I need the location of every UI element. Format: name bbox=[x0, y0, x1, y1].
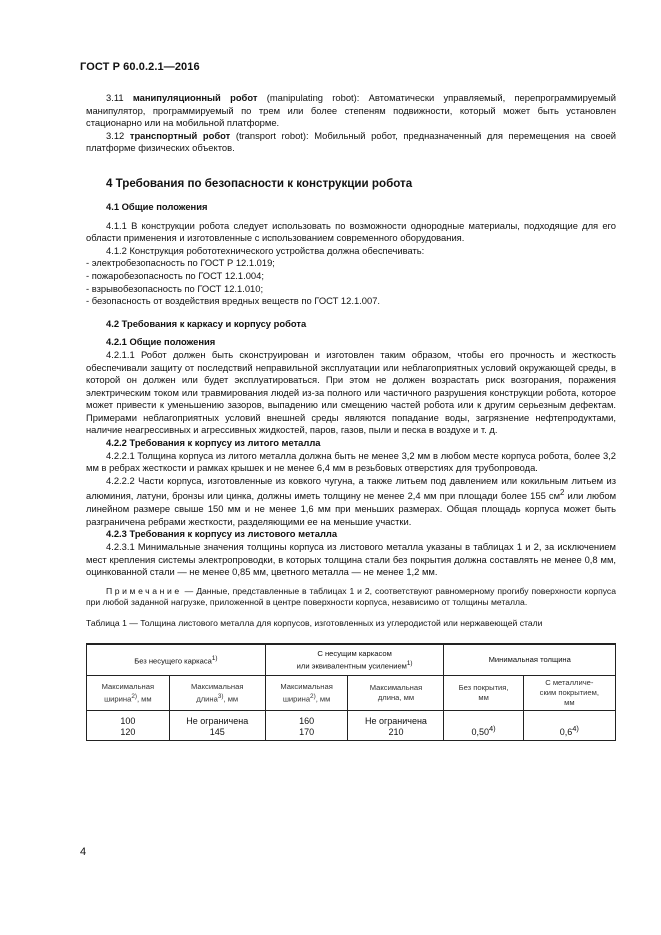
table-cell: Не ограничена 145 bbox=[169, 710, 265, 740]
section-4-2-1-title: 4.2.1 Общие положения bbox=[106, 336, 216, 348]
definition-number: 3.11 bbox=[106, 92, 124, 103]
column-group-header: С несущим каркасом или эквивалентным усилением$^{1)}$ bbox=[265, 644, 444, 676]
section-4-title: 4 Требования по безопасности к конструкции робота bbox=[106, 176, 413, 190]
definition-text: (manipulating robot): Автоматически управляемый, перепрограммируемый манипулятор, программируемый по трем или более степеням подвижности, который может быть установлен стационарно или на мобильной платформе. bbox=[86, 92, 616, 129]
list-item: - безопасность от воздействия вредных веществ по ГОСТ 12.1.007. bbox=[86, 295, 381, 307]
section-4-1-title: 4.1 Общие положения bbox=[106, 200, 208, 212]
note bbox=[86, 586, 616, 609]
paragraph-4-1-1: 4.1.1 В конструкции робота следует использовать по возможности однородные материалы, подходящие для его области применения и изготовленные с использованием современного оборудования. bbox=[86, 219, 616, 244]
paragraph-4-1-2: 4.1.2 Конструкция робототехнического устройства должна обеспечивать: bbox=[106, 244, 425, 256]
page-number: 4 bbox=[80, 846, 87, 858]
table-cell: 100 120 bbox=[87, 710, 170, 740]
list-item: - взрывобезопасность по ГОСТ 12.1.010; bbox=[86, 282, 264, 294]
note-text: — Данные, представленные в таблицах 1 и 2, соответствуют равномерному прогибу поверхности корпуса при любой заданной нагрузке, приложенной в центре поверхности корпуса, независимо от толщины металла. bbox=[86, 585, 616, 608]
definition-3-11 bbox=[86, 92, 616, 130]
column-header: Максимальная длина, мм bbox=[348, 675, 444, 710]
column-header: Максимальная ширина$^{2)}$, мм bbox=[87, 675, 170, 710]
list-item: - электробезопасность по ГОСТ Р 12.1.019; bbox=[86, 257, 275, 269]
definition-term: манипуляционный робот bbox=[132, 92, 258, 103]
paragraph-4-2-1-1: 4.2.1.1 Робот должен быть сконструирован и изготовлен таким образом, чтобы его прочность и жесткость обеспечивали защиту от последствий неправильной эксплуатации или неблагоприятных условий окружающей среды, в которой он должен или будет эксплуатироваться. При этом не должен возрастать риск возгорания, поражения электрическим током или травмирования людей из-за полного или частичного разрушения конструкции робота, которое может привести к уменьшению зазоров, выпадению или смещению частей робота или к другим серьезным дефектам. Примерами неблагоприятных условий внешней среды являются попадание воды, загрязнение нефтепродуктами, наличие неагрессивных и агрессивных жидкостей, паров, газов, пыли и песка в воздухе и т. д. bbox=[86, 348, 616, 436]
column-header: Максимальная длина$^{3)}$, мм bbox=[169, 675, 265, 710]
table-cell: Не ограничена 210 bbox=[348, 710, 444, 740]
column-header: Максимальная ширина$^{2)}$, мм bbox=[265, 675, 348, 710]
requirements-list bbox=[86, 257, 616, 307]
section-4-2-title: 4.2 Требования к каркасу и корпусу робота bbox=[106, 317, 307, 329]
paragraph-text: или любом линейном размере свыше 150 мм и не менее 1,6 мм при меньших размерах. Общая площадь корпуса может быть разграничена ребрами жесткости, разделяющими ее на меньшие участки. bbox=[86, 490, 617, 527]
paragraph-4-2-2-2 bbox=[86, 475, 616, 529]
section-4-2-3-title: 4.2.3 Требования к корпусу из листового металла bbox=[106, 528, 338, 540]
definition-text: (transport robot): Мобильный робот, предназначенный для перемещения на своей платформе физических объектов. bbox=[86, 129, 617, 154]
column-header: Без покрытия, мм bbox=[444, 675, 523, 710]
table-caption: Таблица 1 — Толщина листового металла для корпусов, изготовленных из углеродистой или нержавеющей стали bbox=[86, 617, 543, 628]
section-4-2-2-title: 4.2.2 Требования к корпусу из литого металла bbox=[106, 437, 321, 449]
document-header: ГОСТ Р 60.0.2.1—2016 bbox=[80, 61, 200, 73]
paragraph-4-2-2-1: 4.2.2.1 Толщина корпуса из литого металла должна быть не менее 3,2 мм в любом месте корпуса робота, более 3,2 мм в ребрах жесткости и рамках крышек и не менее 6,4 мм в резьбовых отверстиях для трубопровода. bbox=[86, 449, 616, 474]
thickness-table bbox=[86, 643, 616, 741]
paragraph-text: 4.2.2.2 Части корпуса, изготовленные из ковкого чугуна, а также литьем под давлением или кокильным литьем из алюминия, латуни, бронзы или цинка, должны иметь толщину не менее 2,4 мм при площади более 155 см bbox=[86, 474, 616, 502]
definition-term: транспортный робот bbox=[129, 129, 231, 141]
column-group-header: Минимальная толщина bbox=[444, 644, 616, 676]
definition-number: 3.12 bbox=[106, 129, 125, 141]
table-cell: 0,50$^{4)}$ bbox=[444, 710, 523, 740]
note-label: Примечание bbox=[106, 585, 182, 596]
table-row bbox=[87, 710, 616, 740]
page-content bbox=[86, 92, 616, 741]
superscript: 2 bbox=[560, 488, 565, 498]
list-item: - пожаробезопасность по ГОСТ 12.1.004; bbox=[86, 269, 264, 281]
column-header: С металличе- ским покрытием, мм bbox=[523, 675, 615, 710]
paragraph-4-2-3-1: 4.2.3.1 Минимальные значения толщины корпуса из листового металла указаны в таблицах 1 и 2, за исключением мест крепления системы электропроводки, в которых толщина стали без покрытия должна составлять не менее 0,8 мм, оцинкованной стали — не менее 0,85 мм, цветного металла — не менее 1,2 мм. bbox=[86, 540, 616, 578]
table-cell: 0,6$^{4)}$ bbox=[523, 710, 615, 740]
column-group-header: Без несущего каркаса$^{1)}$ bbox=[87, 644, 266, 676]
table-cell: 160 170 bbox=[265, 710, 348, 740]
definition-3-12 bbox=[86, 130, 616, 155]
